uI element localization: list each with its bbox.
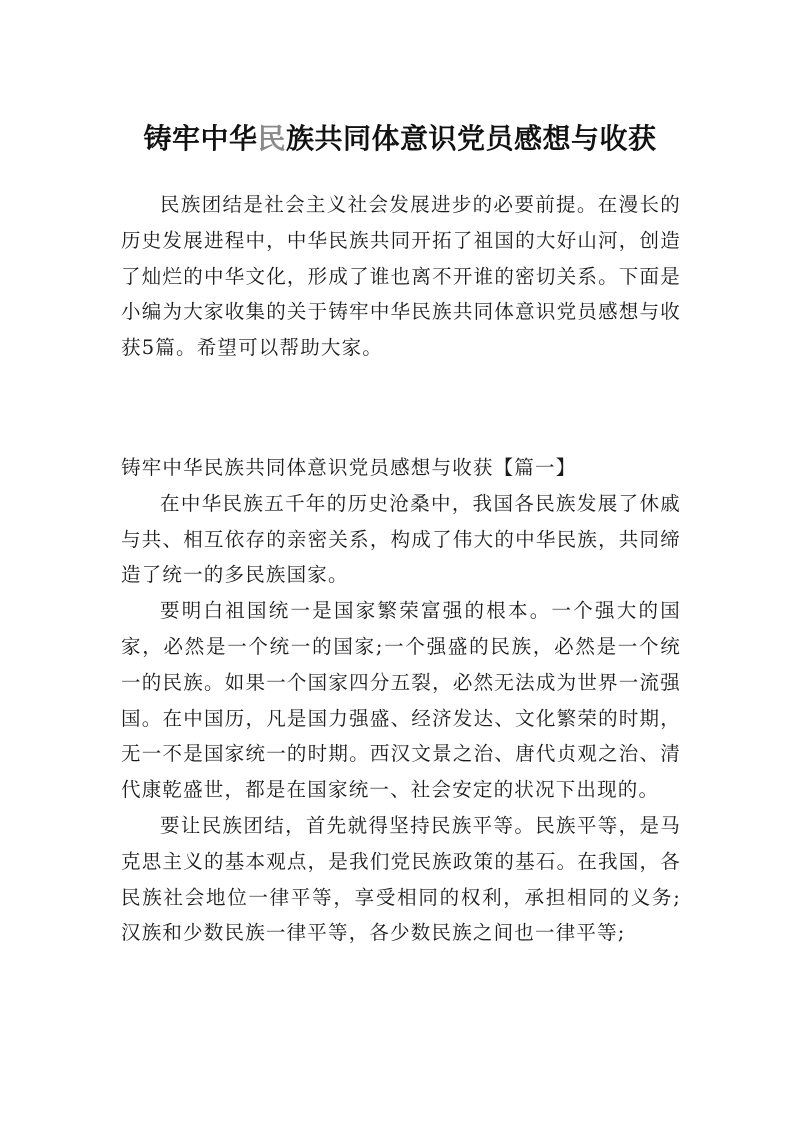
title-part-highlight: 民 xyxy=(257,121,286,155)
title-part-before: 铸牢中华 xyxy=(143,121,258,155)
section-one xyxy=(121,450,681,951)
body-paragraph-2: 要明白祖国统一是国家繁荣富强的根本。一个强大的国家，必然是一个统一的国家;一个强盛的民族，必然是一个统一的民族。如果一个国家四分五裂，必然无法成为世界一流强国。在中国历，凡是国力强盛、经济发达、文化繁荣的时期，无一不是国家统一的时期。西汉文景之治、唐代贞观之治、清代康乾盛世，都是在国家统一、社会安定的状况下出现的。 xyxy=(121,599,681,802)
section-heading: 铸牢中华民族共同体意识党员感想与收获【篇一】 xyxy=(121,456,577,479)
body-paragraph-3: 要让民族团结，首先就得坚持民族平等。民族平等，是马克思主义的基本观点，是我们党民族政策的基石。在我国，各民族社会地位一律平等，享受相同的权利，承担相同的义务;汉族和少数民族一律平等，各少数民族之间也一律平等; xyxy=(121,813,681,945)
intro-block xyxy=(121,187,681,366)
page-title xyxy=(0,117,800,161)
body-paragraph-1: 在中华民族五千年的历史沧桑中，我国各民族发展了休戚与共、相互依存的亲密关系，构成了伟大的中华民族，共同缔造了统一的多民族国家。 xyxy=(121,491,681,587)
title-part-after: 族共同体意识党员感想与收获 xyxy=(286,121,657,155)
intro-paragraph: 民族团结是社会主义社会发展进步的必要前提。在漫长的历史发展进程中，中华民族共同开拓了祖国的大好山河，创造了灿烂的中华文化，形成了谁也离不开谁的密切关系。下面是小编为大家收集的关于铸牢中华民族共同体意识党员感想与收获5篇。希望可以帮助大家。 xyxy=(121,193,681,360)
